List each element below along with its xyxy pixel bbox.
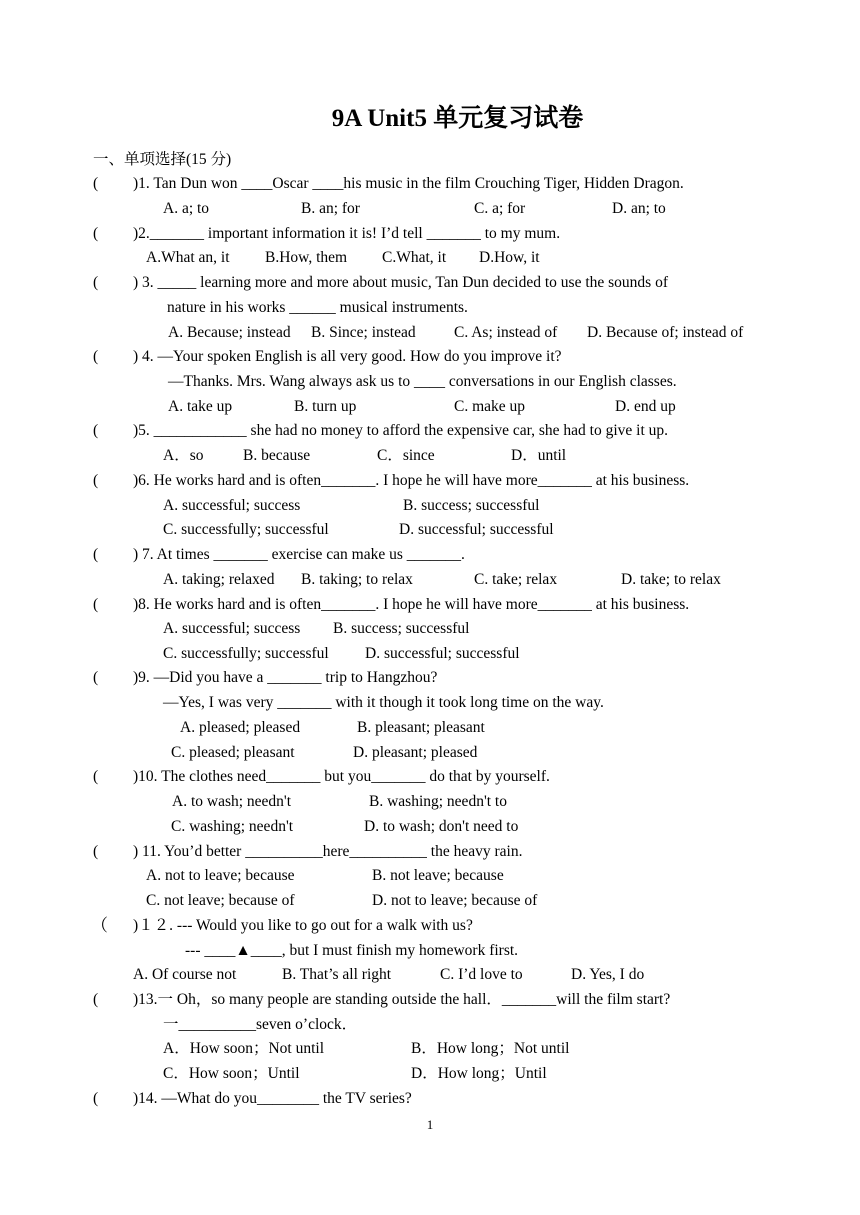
option-a: A. successful; success xyxy=(163,620,301,637)
option-a: A. take up xyxy=(168,398,233,415)
answer-blank: ( xyxy=(93,768,99,785)
option-c: C．since xyxy=(377,447,435,464)
answer-blank: ( xyxy=(93,596,99,613)
question-text: )13.一 Oh，so many people are standing outside the hall．_______will the film start? xyxy=(133,991,671,1008)
page-number: 1 xyxy=(426,1117,434,1132)
option-d: D. Because of; instead of xyxy=(587,324,744,341)
option-c: C. successfully; successful xyxy=(163,645,329,662)
option-d: D. successful; successful xyxy=(365,645,520,662)
answer-blank: ( xyxy=(93,546,99,563)
question-text: ) 4. —Your spoken English is all very good. How do you improve it? xyxy=(133,348,562,365)
option-c: C. make up xyxy=(454,398,526,415)
option-b: B. not leave; because xyxy=(372,867,504,884)
option-c: C. washing; needn't xyxy=(171,818,294,835)
option-b: B. That’s all right xyxy=(282,966,392,983)
question-text: )1. Tan Dun won ____Oscar ____his music in the film Crouching Tiger, Hidden Dragon. xyxy=(133,175,684,192)
option-c: C. As; instead of xyxy=(454,324,558,341)
question-text: )6. He works hard and is often_______. I hope he will have more_______ at his business. xyxy=(133,472,690,489)
question-9-continued: —Yes, I was very _______ with it though it took long time on the way. xyxy=(163,694,604,711)
option-a: A. a; to xyxy=(163,200,210,217)
question-text: )2._______ important information it is! I’d tell _______ to my mum. xyxy=(133,225,561,242)
answer-blank: ( xyxy=(93,843,99,860)
answer-blank: ( xyxy=(93,422,99,439)
option-c: C. successfully; successful xyxy=(163,521,329,538)
question-text: )１２. --- Would you like to go out for a walk with us? xyxy=(133,917,473,934)
question-12-continued: --- ____▲____, but I must finish my homework first. xyxy=(185,942,519,959)
option-a: A. not to leave; because xyxy=(146,867,295,884)
question-text: )9. —Did you have a _______ trip to Hangzhou? xyxy=(133,669,438,686)
question-text: )8. He works hard and is often_______. I hope he will have more_______ at his business. xyxy=(133,596,690,613)
option-b: B. success; successful xyxy=(403,497,540,514)
option-c: C. I’d love to xyxy=(440,966,523,983)
option-d: D. not to leave; because of xyxy=(372,892,538,909)
option-a: A. taking; relaxed xyxy=(163,571,275,588)
option-b: B. success; successful xyxy=(333,620,470,637)
option-b: B．How long；Not until xyxy=(411,1040,570,1057)
option-a: A．How soon；Not until xyxy=(163,1040,325,1057)
question-text: )14. —What do you________ the TV series? xyxy=(133,1090,412,1107)
option-d: D. pleasant; pleased xyxy=(353,744,478,761)
option-a: A. successful; success xyxy=(163,497,301,514)
option-a: A.What an, it xyxy=(146,249,230,266)
answer-blank: ( xyxy=(93,348,99,365)
option-d: D. Yes, I do xyxy=(571,966,645,983)
option-a: A. Because; instead xyxy=(168,324,291,341)
option-d: D．until xyxy=(511,447,567,464)
answer-blank: ( xyxy=(93,669,99,686)
answer-blank: ( xyxy=(93,1090,99,1107)
option-d: D. end up xyxy=(615,398,676,415)
option-a: A．so xyxy=(163,447,204,464)
question-text: ) 7. At times _______ exercise can make us _______. xyxy=(133,546,465,563)
option-d: D.How, it xyxy=(479,249,540,266)
answer-blank: ( xyxy=(93,225,99,242)
option-d: D. successful; successful xyxy=(399,521,554,538)
option-a: A. to wash; needn't xyxy=(172,793,292,810)
option-c: C．How soon；Until xyxy=(163,1065,300,1082)
option-b: B.How, them xyxy=(265,249,348,266)
option-b: B. pleasant; pleasant xyxy=(357,719,485,736)
answer-blank: ( xyxy=(93,274,99,291)
option-d: D. take; to relax xyxy=(621,571,721,588)
question-text: )5. ____________ she had no money to afford the expensive car, she had to give it up. xyxy=(133,422,669,439)
option-c: C. take; relax xyxy=(474,571,558,588)
option-d: D. an; to xyxy=(612,200,666,217)
option-c: C. a; for xyxy=(474,200,526,217)
question-13-continued: 一__________seven o’clock． xyxy=(163,1016,358,1033)
option-b: B. turn up xyxy=(294,398,357,415)
question-3-continued: nature in his works ______ musical instruments. xyxy=(167,299,468,316)
question-4-continued: —Thanks. Mrs. Wang always ask us to ____ conversations in our English classes. xyxy=(168,373,677,390)
question-text: ) 11. You’d better __________here__________ the heavy rain. xyxy=(133,843,523,860)
answer-blank: ( xyxy=(93,472,99,489)
option-b: B. an; for xyxy=(301,200,360,217)
answer-blank: ( xyxy=(93,175,99,192)
option-a: A. pleased; pleased xyxy=(180,719,301,736)
option-b: B. taking; to relax xyxy=(301,571,413,588)
option-c: C. pleased; pleasant xyxy=(171,744,295,761)
option-c: C.What, it xyxy=(382,249,447,266)
option-a: A. Of course not xyxy=(133,966,237,983)
question-text: )10. The clothes need_______ but you_______ do that by yourself. xyxy=(133,768,550,785)
section-heading: 一、单项选择(15 分) xyxy=(93,151,232,168)
option-b: B. Since; instead xyxy=(311,324,416,341)
option-c: C. not leave; because of xyxy=(146,892,295,909)
option-d: D. to wash; don't need to xyxy=(364,818,519,835)
answer-blank: （ xyxy=(91,916,108,935)
answer-blank: ( xyxy=(93,991,99,1008)
option-d: D．How long；Until xyxy=(411,1065,547,1082)
option-b: B. washing; needn't to xyxy=(369,793,507,810)
page-title: 9A Unit5 单元复习试卷 xyxy=(331,105,584,132)
option-b: B. because xyxy=(243,447,311,464)
question-text: ) 3. _____ learning more and more about music, Tan Dun decided to use the sounds of xyxy=(133,274,668,291)
